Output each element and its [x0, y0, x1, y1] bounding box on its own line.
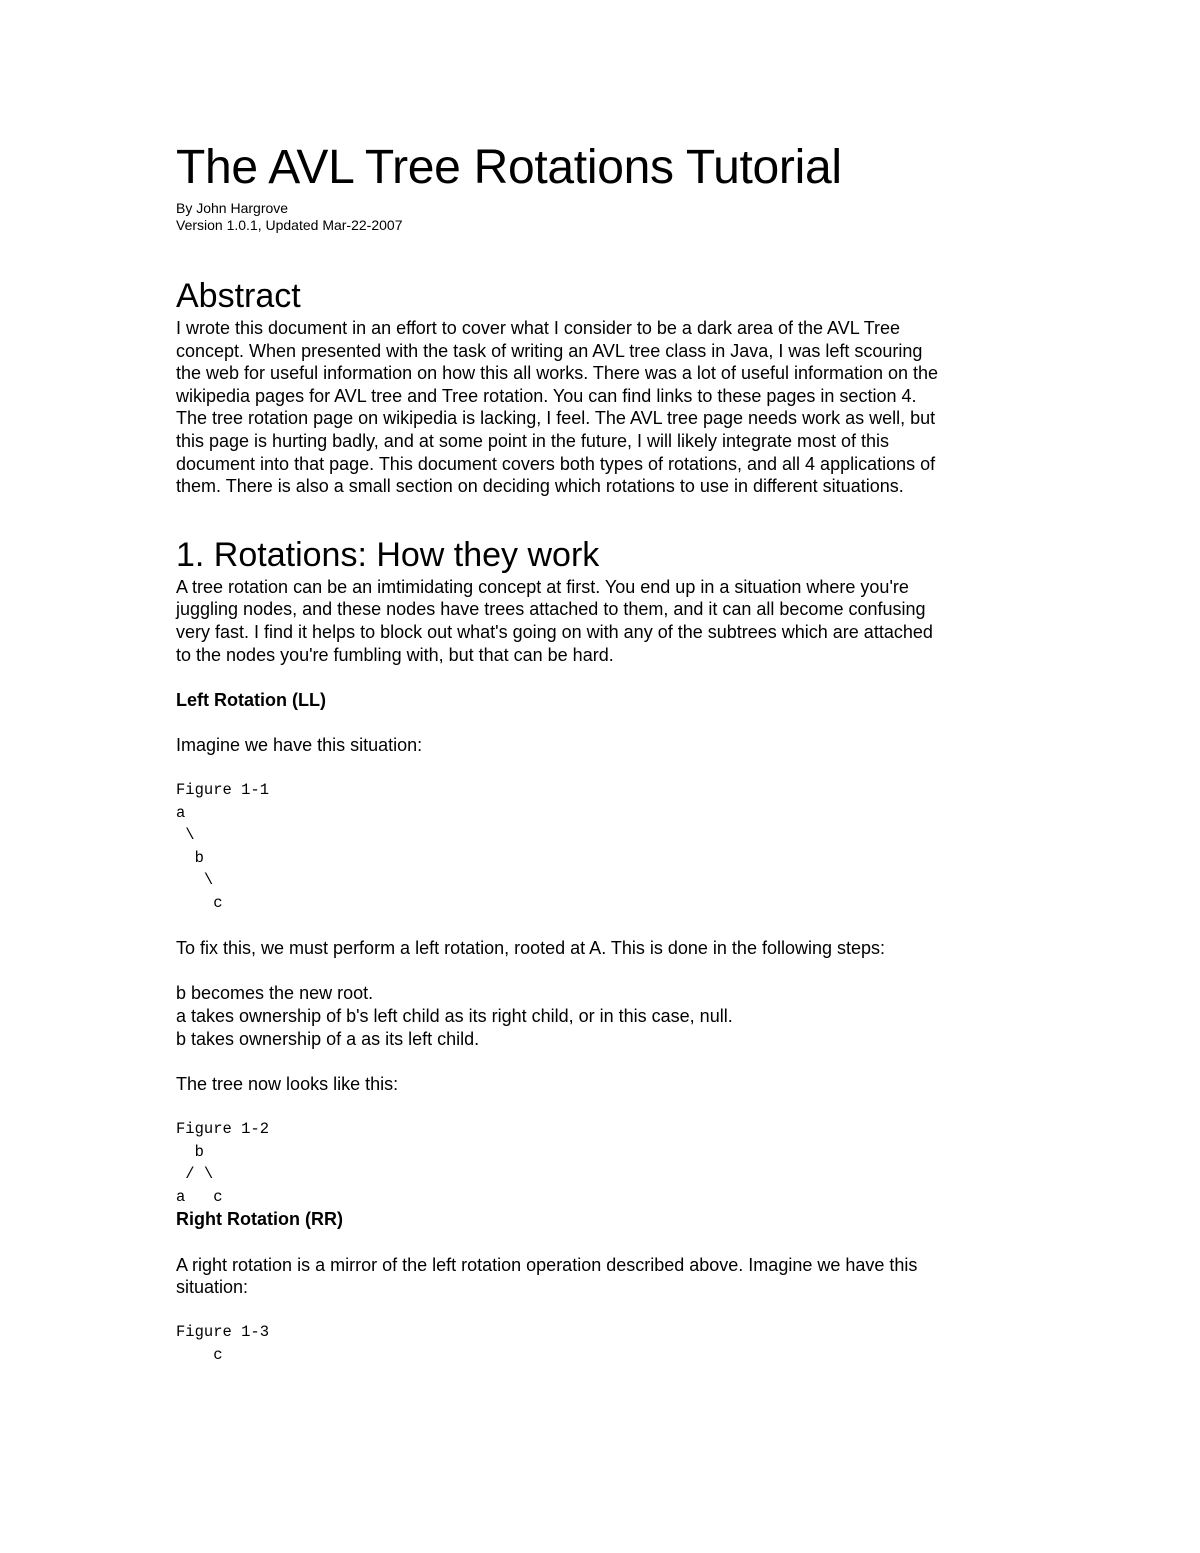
figure-1-3 [176, 1321, 1026, 1366]
section-heading-rotations: 1. Rotations: How they work [176, 535, 600, 574]
figure-line: c [176, 894, 223, 913]
figure-line: b [176, 848, 204, 867]
abstract-line: wikipedia pages for AVL tree and Tree rotation. You can find links to these pages in section 4. [176, 385, 917, 406]
figure-1-1 [176, 779, 1026, 915]
abstract-line: this page is hurting badly, and at some point in the future, I will likely integrate most of this [176, 430, 890, 451]
subheading-left-rotation: Left Rotation (LL) [176, 689, 326, 710]
abstract-heading: Abstract [176, 277, 301, 315]
figure-caption: Figure 1-3 [176, 1323, 270, 1342]
figure-line: b [176, 1142, 204, 1161]
spacer [176, 711, 1026, 734]
abstract-line: concept. When presented with the task of writing an AVL tree class in Java, I was left scouring [176, 340, 923, 361]
right-rotation-line: situation: [176, 1277, 249, 1298]
document-title: The AVL Tree Rotations Tutorial [176, 141, 842, 194]
now-looks-text: The tree now looks like this: [176, 1073, 399, 1094]
fix-text: To fix this, we must perform a left rotation, rooted at A. This is done in the following steps: [176, 938, 886, 959]
rotations-intro-paragraph [176, 576, 1026, 666]
intro-line: A tree rotation can be an imtimidating concept at first. You end up in a situation where you're [176, 576, 909, 597]
figure-line: a [176, 803, 186, 822]
right-rotation-line: A right rotation is a mirror of the left rotation operation described above. Imagine we have this [176, 1254, 918, 1275]
step-line: b takes ownership of a as its left child. [176, 1028, 480, 1049]
intro-line: juggling nodes, and these nodes have trees attached to them, and it can all become confusing [176, 599, 926, 620]
figure-line: c [176, 1345, 223, 1364]
figure-line: / \ [176, 1165, 214, 1184]
figure-line: a c [176, 1187, 223, 1206]
figure-line: \ [176, 871, 214, 890]
imagine-text: Imagine we have this situation: [176, 734, 423, 755]
abstract-line: them. There is also a small section on deciding which rotations to use in different situations. [176, 476, 904, 497]
spacer [176, 915, 1026, 938]
abstract-line: The tree rotation page on wikipedia is lacking, I feel. The AVL tree page needs work as well, but [176, 408, 936, 429]
author-line: By John Hargrove [176, 200, 289, 216]
subheading-right-rotation: Right Rotation (RR) [176, 1209, 343, 1230]
rotation-steps [176, 982, 1026, 1050]
spacer [176, 1231, 1026, 1254]
step-line: a takes ownership of b's left child as its right child, or in this case, null. [176, 1006, 733, 1027]
figure-1-2 [176, 1118, 1026, 1208]
step-line: b becomes the new root. [176, 983, 374, 1004]
spacer [176, 1299, 1026, 1322]
spacer [176, 666, 1026, 689]
spacer [176, 757, 1026, 780]
spacer [176, 1095, 1026, 1118]
figure-line: \ [176, 826, 195, 845]
abstract-line: I wrote this document in an effort to cover what I consider to be a dark area of the AVL Tree [176, 318, 901, 338]
abstract-line: document into that page. This document covers both types of rotations, and all 4 applications of [176, 453, 936, 474]
spacer [176, 960, 1026, 983]
document-page [176, 138, 1026, 1367]
right-rotation-paragraph [176, 1254, 1026, 1299]
version-line: Version 1.0.1, Updated Mar-22-2007 [176, 217, 403, 233]
figure-caption: Figure 1-2 [176, 1120, 270, 1138]
intro-line: to the nodes you're fumbling with, but that can be hard. [176, 644, 614, 665]
abstract-line: the web for useful information on how this all works. There was a lot of useful information on the [176, 363, 939, 384]
figure-caption: Figure 1-1 [176, 781, 270, 800]
spacer [176, 1050, 1026, 1073]
abstract-paragraph [176, 317, 1026, 498]
intro-line: very fast. I find it helps to block out what's going on with any of the subtrees which are attached [176, 621, 933, 642]
